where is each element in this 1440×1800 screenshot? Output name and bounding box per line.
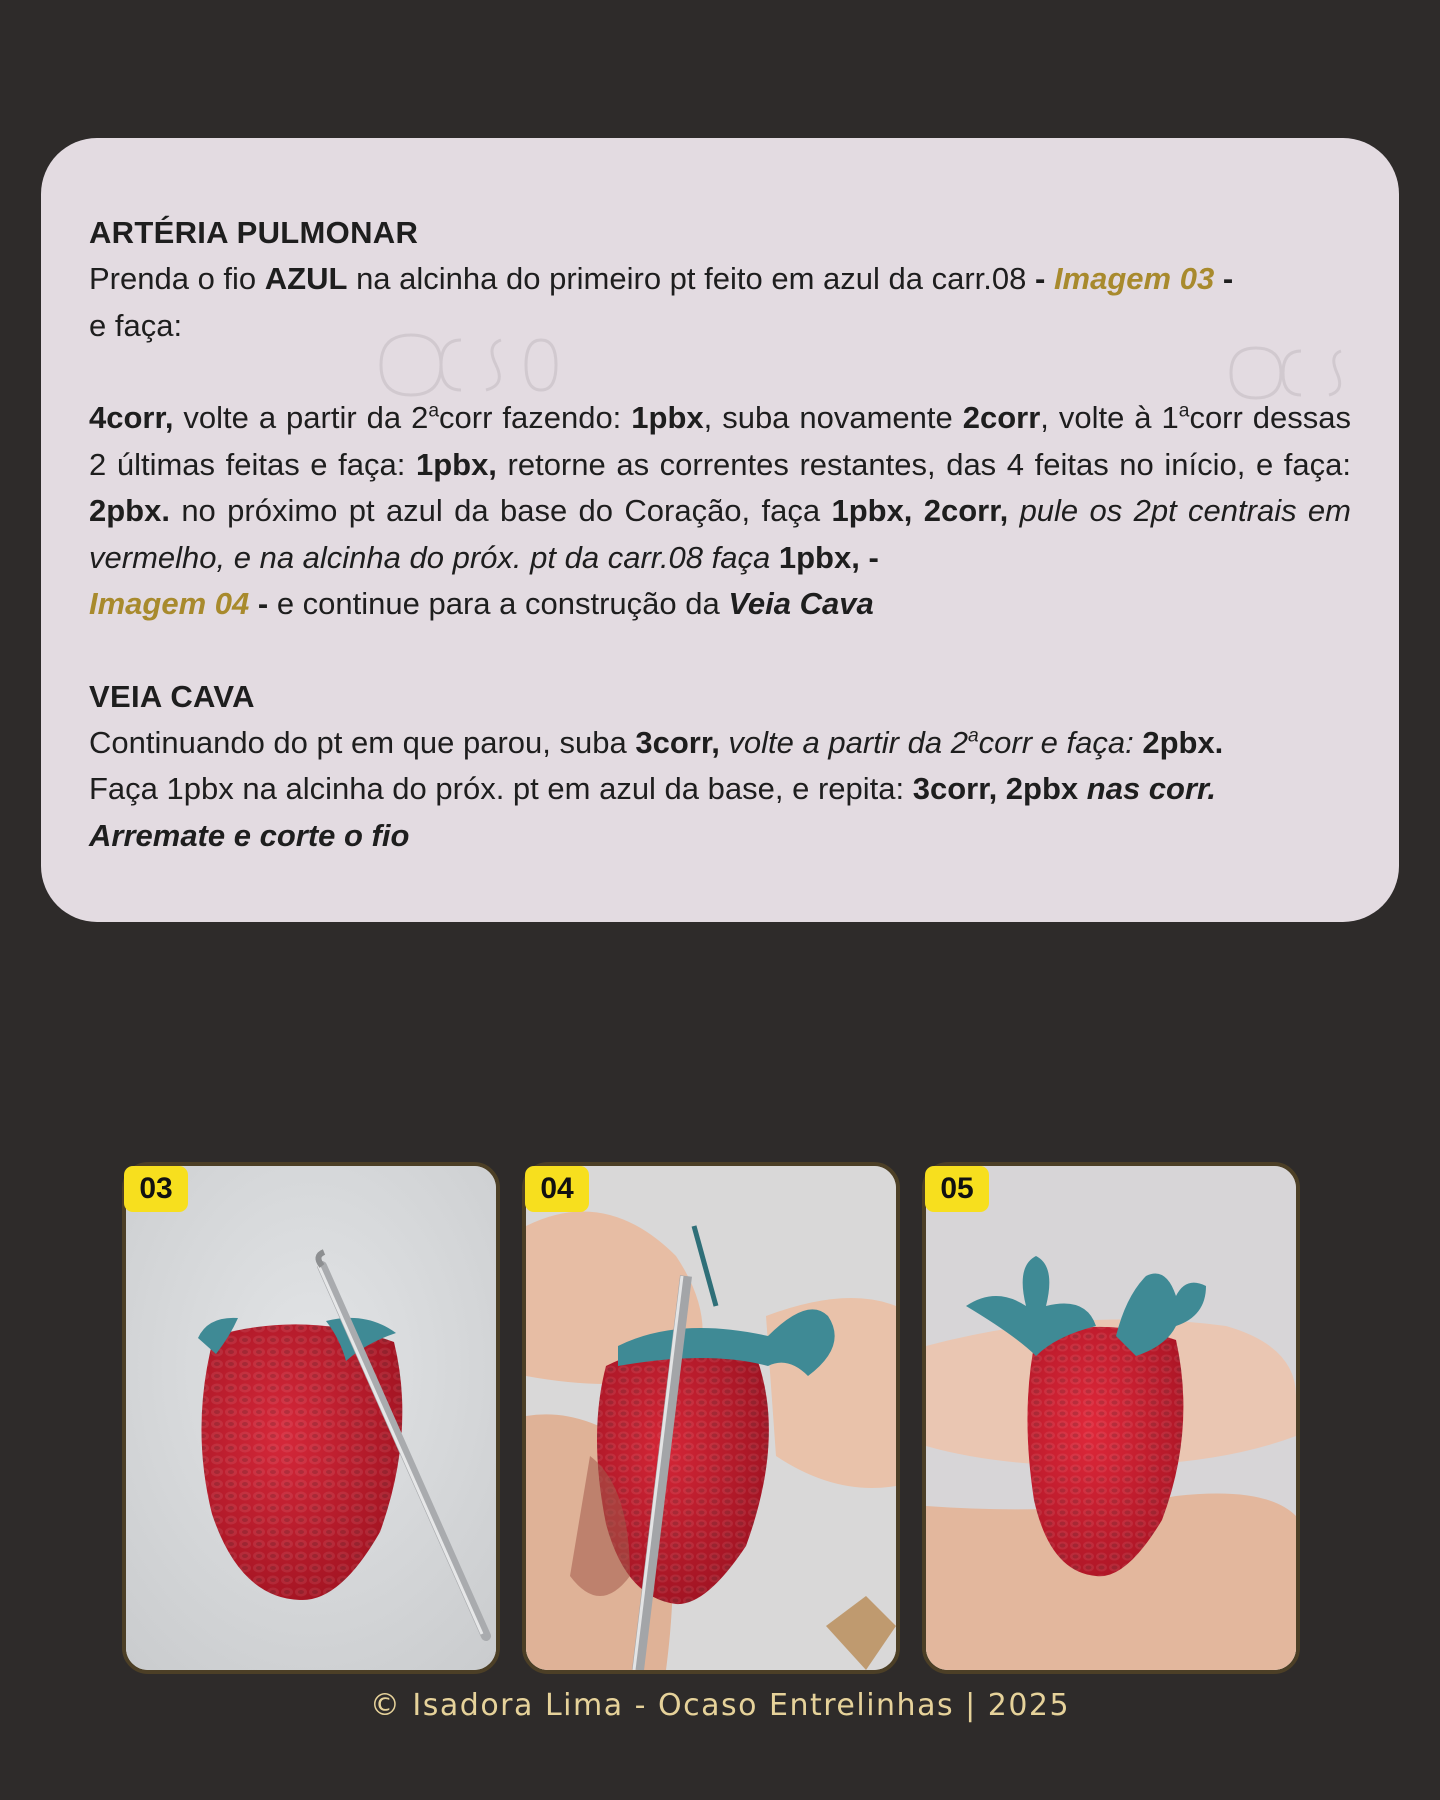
copyright-footer: © Isadora Lima - Ocaso Entrelinhas | 2025	[369, 1688, 1071, 1723]
photo-03	[122, 1162, 500, 1674]
paragraph-arteria-steps: 4corr, volte a partir da 2$^a$corr fazendo: 1pbx, suba novamente 2corr, volte à 1$^a$corr dessas 2 últimas feitas e faça: 1pbx, retorne as correntes restantes, das 4 feitas no início, e faça: 2pbx. no próximo pt azul da base do Coração, faça 1pbx, 2corr, pule os 2pt centrais em vermelho, e na alcinha do próx. pt da carr.08 faça 1pbx, - Imagem 04 - e continue para a construção da Veia Cava	[89, 400, 1352, 621]
instruction-card	[41, 138, 1399, 922]
paragraph-arteria-intro: Prenda o fio AZUL na alcinha do primeiro pt feito em azul da carr.08 - Imagem 03 - e faça:	[89, 261, 1234, 343]
image-03-reference: Imagem 03	[1053, 261, 1215, 296]
badge-05: 05	[925, 1166, 989, 1212]
photo-05	[922, 1162, 1300, 1674]
badge-03: 03	[124, 1166, 188, 1212]
photo-04	[522, 1162, 900, 1674]
paragraph-veia-cava: Continuando do pt em que parou, suba 3corr, volte a partir da 2$^a$corr e faça: 2pbx. Faça 1pbx na alcinha do próx. pt em azul da base, e repita: 3corr, 2pbx nas corr. Arremate e corte o fio	[89, 724, 1224, 853]
badge-04: 04	[525, 1166, 589, 1212]
image-04-reference: Imagem 04	[89, 586, 250, 621]
section-title-arteria: ARTÉRIA PULMONAR	[89, 215, 419, 250]
section-title-veia-cava: VEIA CAVA	[89, 678, 255, 714]
